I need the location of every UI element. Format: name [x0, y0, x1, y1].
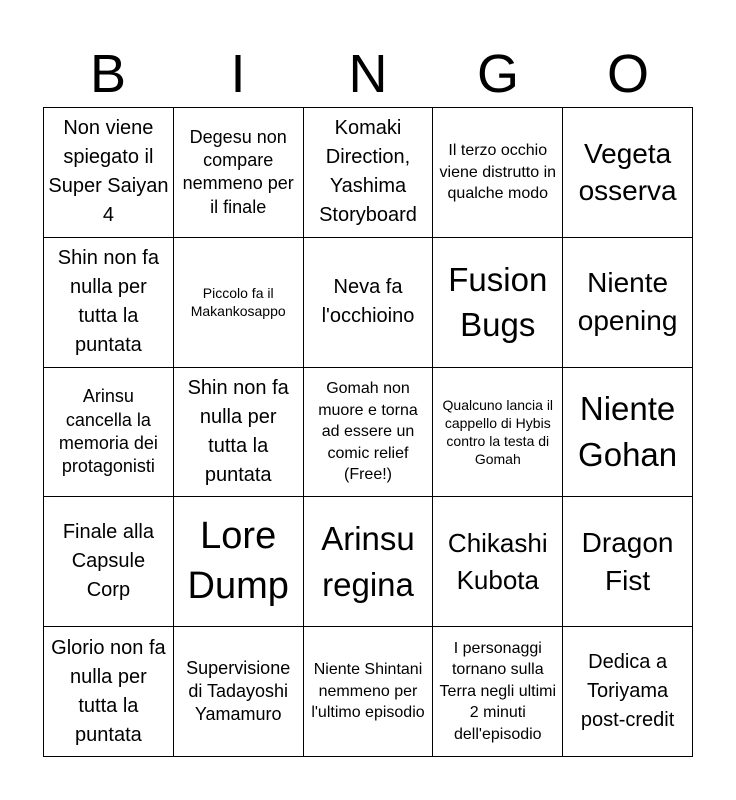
bingo-cell[interactable] — [174, 238, 304, 368]
header-letter-n: N — [348, 44, 388, 104]
cell-text: Shin non fa nulla per tutta la puntata — [187, 376, 289, 486]
bingo-cell[interactable] — [44, 108, 174, 238]
cell-text: I personaggi tornano sulla Terra negli ultimi 2 minuti dell'episodio — [439, 639, 557, 743]
bingo-cell[interactable] — [44, 627, 174, 757]
header-letter-i: I — [230, 44, 246, 104]
bingo-cell[interactable] — [44, 368, 174, 498]
bingo-cell[interactable] — [174, 497, 304, 627]
bingo-cell[interactable] — [304, 627, 434, 757]
bingo-cell[interactable] — [44, 238, 174, 368]
cell-text: Non viene spiegato il Super Saiyan 4 — [48, 117, 169, 227]
bingo-header — [43, 40, 693, 108]
cell-text: Dedica a Toriyama post-credit — [580, 651, 675, 732]
header-letter-g: G — [476, 44, 519, 104]
bingo-cell[interactable] — [433, 368, 563, 498]
cell-text: Komaki Direction, Yashima Storyboard — [319, 117, 417, 227]
cell-text: Qualcuno lancia il cappello di Hybis contro la testa di Gomah — [442, 396, 554, 468]
cell-text: Dragon Fist — [581, 526, 674, 596]
bingo-cell[interactable] — [433, 627, 563, 757]
cell-text: Neva fa l'occhioino — [321, 276, 415, 328]
cell-text: Supervisione di Tadayoshi Yamamuro — [186, 657, 291, 725]
bingo-cell[interactable] — [433, 108, 563, 238]
bingo-cell[interactable] — [563, 238, 693, 368]
cell-text: Niente Shintani nemmeno per l'ultimo episodio — [311, 661, 425, 722]
bingo-cell[interactable] — [174, 627, 304, 757]
cell-text: Niente Gohan — [578, 390, 678, 473]
cell-text: Lore Dump — [187, 515, 289, 607]
bingo-cell[interactable] — [304, 497, 434, 627]
cell-text: Piccolo fa il Makankosappo — [190, 285, 286, 320]
cell-text: Chikashi Kubota — [447, 528, 548, 595]
bingo-cell[interactable] — [563, 627, 693, 757]
bingo-cell[interactable] — [304, 368, 434, 498]
bingo-cell[interactable] — [304, 238, 434, 368]
cell-text: Fusion Bugs — [448, 260, 548, 344]
cell-text: Arinsu cancella la memoria dei protagonisti — [58, 386, 158, 477]
cell-text: Vegeta osserva — [578, 137, 677, 207]
bingo-cell[interactable] — [304, 108, 434, 238]
cell-text: Shin non fa nulla per tutta la puntata — [57, 247, 159, 357]
cell-text: Gomah non muore e torna ad essere un comic relief (Free!) — [318, 380, 418, 484]
bingo-cell[interactable] — [44, 497, 174, 627]
cell-text: Niente opening — [577, 267, 678, 337]
cell-text: Arinsu regina — [321, 520, 415, 603]
bingo-cell[interactable] — [563, 108, 693, 238]
bingo-board — [43, 107, 693, 757]
bingo-cell[interactable] — [433, 238, 563, 368]
cell-text: Glorio non fa nulla per tutta la puntata — [51, 636, 166, 746]
header-letter-o: O — [606, 44, 649, 104]
cell-text: Degesu non compare nemmeno per il finale — [182, 126, 294, 217]
cell-text: Il terzo occhio viene distrutto in qualche modo — [439, 142, 557, 203]
header-letter-b: B — [89, 44, 127, 104]
bingo-cell[interactable] — [433, 497, 563, 627]
cell-text: Finale alla Capsule Corp — [62, 521, 154, 602]
bingo-cell[interactable] — [563, 368, 693, 498]
bingo-cell[interactable] — [174, 108, 304, 238]
bingo-cell[interactable] — [174, 368, 304, 498]
bingo-cell[interactable] — [563, 497, 693, 627]
